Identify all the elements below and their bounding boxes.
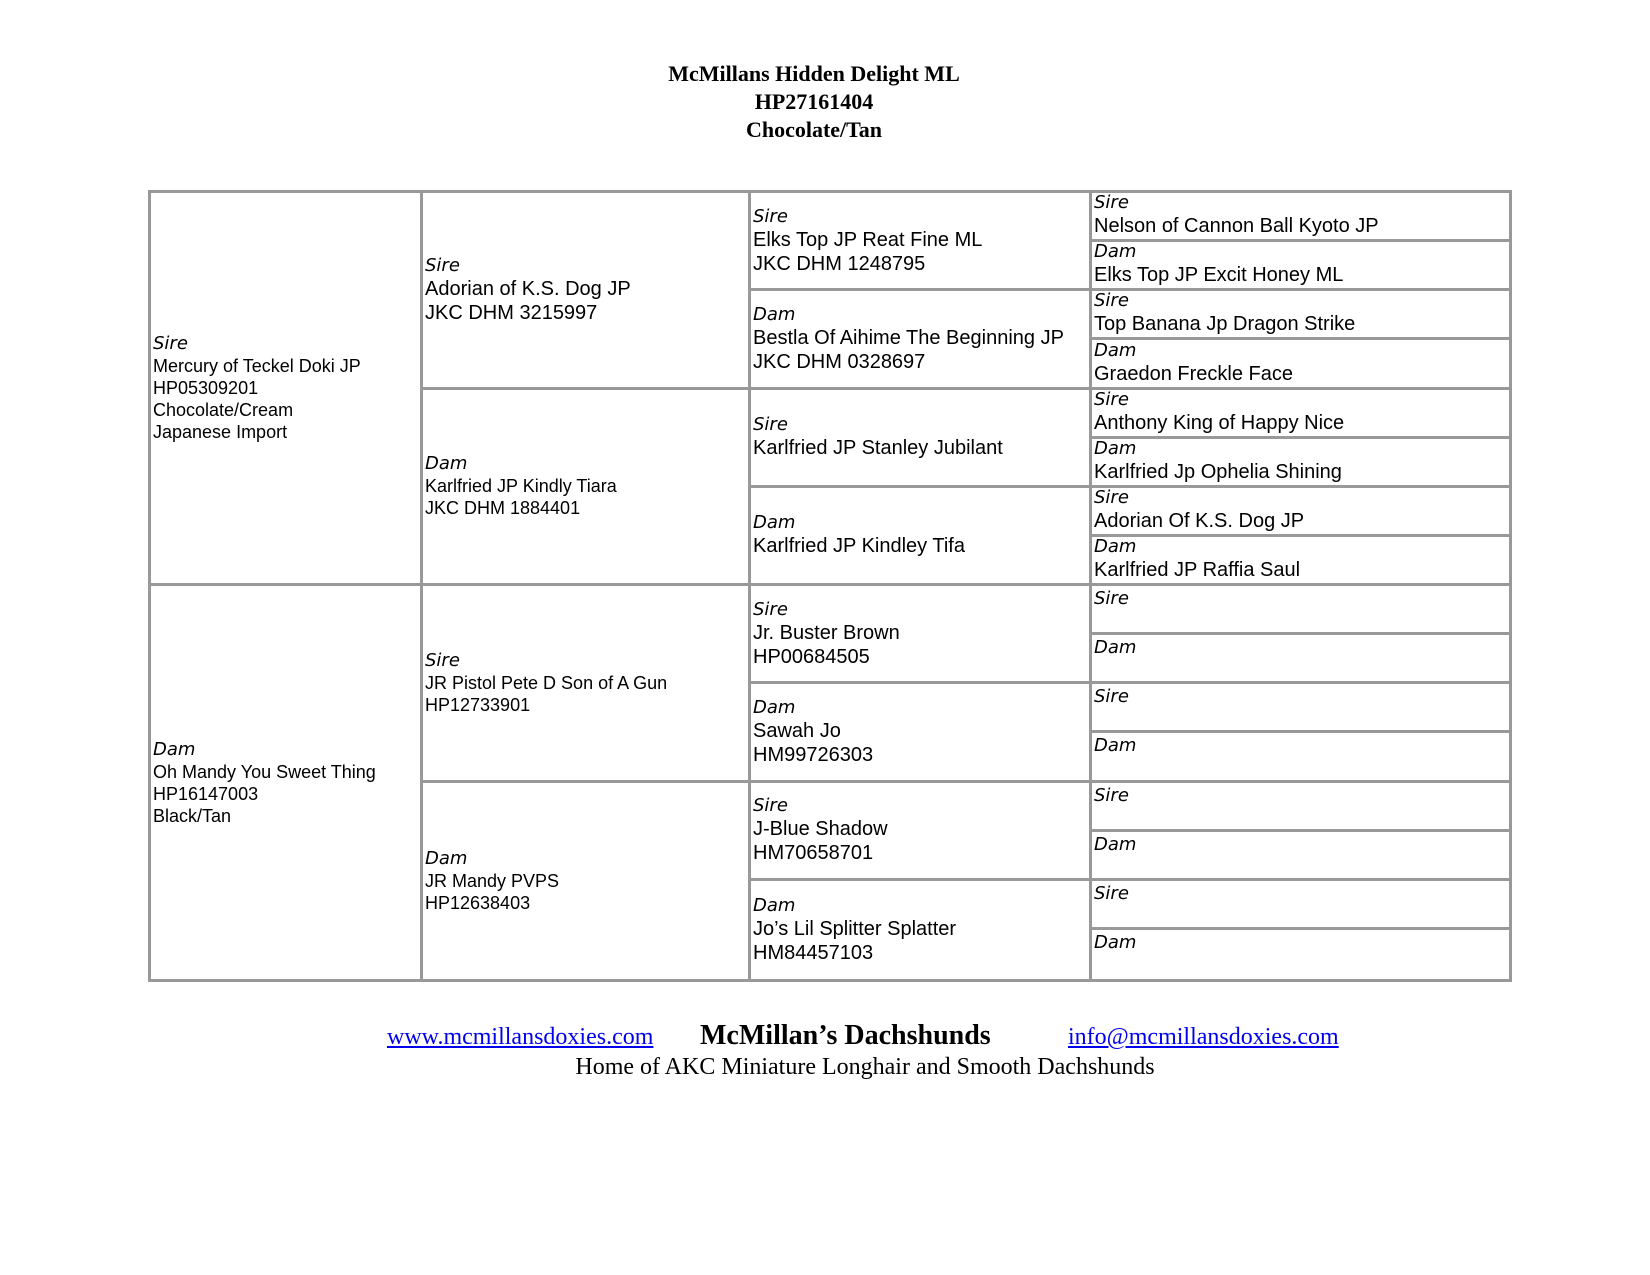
website-link[interactable]: www.mcmillansdoxies.com xyxy=(387,1024,654,1050)
pedigree-cell-gen2-3-sire xyxy=(423,586,751,783)
role-label: Sire xyxy=(753,598,788,620)
role-label: Sire xyxy=(1094,588,1129,609)
role-label: Dam xyxy=(1094,536,1137,557)
dog-registration: HP27161404 xyxy=(754,89,874,114)
dog-detail: HP12638403 xyxy=(425,892,531,913)
role-label: Dam xyxy=(753,512,796,534)
role-label: Dam xyxy=(1094,242,1137,263)
dog-detail: JKC DHM 3215997 xyxy=(425,301,598,324)
dog-detail: Japanese Import xyxy=(153,422,288,442)
dog-name: Karlfried Jp Ophelia Shining xyxy=(1094,460,1342,483)
pedigree-cell-gen3-6-dam xyxy=(751,684,1092,782)
dog-name: Graedon Freckle Face xyxy=(1094,362,1293,385)
pedigree-cell-gen4-6-dam xyxy=(1092,439,1509,488)
dog-name: Elks Top JP Excit Honey ML xyxy=(1094,264,1344,287)
role-label: Dam xyxy=(753,894,796,916)
dog-detail: JKC DHM 0328697 xyxy=(753,350,926,373)
pedigree-cell-gen4-9-sire xyxy=(1092,586,1509,635)
role-label: Sire xyxy=(1094,487,1129,508)
dog-name: JR Mandy PVPS xyxy=(425,870,560,891)
brand-name: McMillan’s Dachshunds xyxy=(700,1020,991,1051)
pedigree-cell-gen3-2-dam xyxy=(751,291,1092,389)
pedigree-cell-gen4-16-dam xyxy=(1092,930,1509,979)
role-label: Sire xyxy=(1094,686,1129,708)
pedigree-cell-gen4-8-dam xyxy=(1092,537,1509,586)
dog-name: Jo’s Lil Splitter Splatter xyxy=(753,917,957,940)
role-label: Dam xyxy=(753,696,796,718)
role-label: Sire xyxy=(1094,193,1129,214)
role-label: Sire xyxy=(753,795,788,817)
dog-detail: HM99726303 xyxy=(753,743,874,766)
dog-color: Chocolate/Tan xyxy=(745,117,883,142)
dog-name: Karlfried JP Raffia Saul xyxy=(1094,559,1301,581)
dog-detail: HP16147003 xyxy=(153,783,259,804)
role-label: Sire xyxy=(153,333,188,354)
role-label: Dam xyxy=(1094,833,1137,855)
pedigree-cell-gen4-11-sire xyxy=(1092,684,1509,733)
role-label: Dam xyxy=(153,738,196,760)
role-label: Sire xyxy=(753,205,788,227)
role-label: Dam xyxy=(425,847,468,869)
role-label: Dam xyxy=(1094,438,1137,459)
email-link[interactable]: info@mcmillansdoxies.com xyxy=(1068,1024,1339,1050)
dog-name: Adorian of K.S. Dog JP xyxy=(425,277,631,300)
dog-name: Anthony King of Happy Nice xyxy=(1094,411,1345,434)
role-label: Sire xyxy=(1094,291,1129,312)
pedigree-cell-gen4-2-dam xyxy=(1092,242,1509,291)
pedigree-cell-gen3-8-dam xyxy=(751,881,1092,979)
pedigree-cell-gen4-3-sire xyxy=(1092,291,1509,340)
pedigree-cell-gen1-2-dam xyxy=(151,586,423,979)
dog-detail: Black/Tan xyxy=(153,805,232,826)
role-label: Dam xyxy=(1094,735,1137,757)
dog-name: Bestla Of Aihime The Beginning JP xyxy=(753,326,1064,349)
pedigree-cell-gen4-12-dam xyxy=(1092,733,1509,782)
dog-detail: JKC DHM 1248795 xyxy=(753,252,926,275)
dog-detail: Chocolate/Cream xyxy=(153,400,294,420)
dog-name: Nelson of Cannon Ball Kyoto JP xyxy=(1094,215,1379,238)
pedigree-cell-gen2-2-dam xyxy=(423,390,751,587)
pedigree-cell-gen3-1-sire xyxy=(751,193,1092,291)
pedigree-cell-gen4-4-dam xyxy=(1092,340,1509,389)
pedigree-cell-gen4-15-sire xyxy=(1092,881,1509,930)
dog-detail: HM84457103 xyxy=(753,941,874,964)
dog-name: Sawah Jo xyxy=(753,719,841,742)
role-label: Sire xyxy=(425,649,460,671)
role-label: Sire xyxy=(425,254,460,276)
role-label: Dam xyxy=(753,303,796,325)
role-label: Sire xyxy=(1094,784,1129,806)
role-label: Dam xyxy=(1094,931,1137,953)
pedigree-cell-gen1-1-sire xyxy=(151,193,423,586)
dog-detail: HP05309201 xyxy=(153,378,259,398)
role-label: Sire xyxy=(1094,389,1129,410)
dog-name: JR Pistol Pete D Son of A Gun xyxy=(425,672,668,693)
role-label: Dam xyxy=(1094,637,1137,659)
pedigree-cell-gen3-5-sire xyxy=(751,586,1092,684)
pedigree-cell-gen3-3-sire xyxy=(751,390,1092,488)
pedigree-cell-gen3-4-dam xyxy=(751,488,1092,586)
dog-name: J-Blue Shadow xyxy=(753,818,888,841)
role-label: Sire xyxy=(1094,882,1129,904)
pedigree-cell-gen3-7-sire xyxy=(751,783,1092,881)
pedigree-cell-gen4-7-sire xyxy=(1092,488,1509,537)
pedigree-cell-gen2-4-dam xyxy=(423,783,751,980)
dog-name: Oh Mandy You Sweet Thing xyxy=(153,761,376,782)
role-label: Dam xyxy=(1094,340,1137,361)
dog-name: Elks Top JP Reat Fine ML xyxy=(753,228,983,251)
pedigree-cell-gen4-14-dam xyxy=(1092,832,1509,881)
dog-name: Jr. Buster Brown xyxy=(753,621,900,644)
role-label: Dam xyxy=(425,453,468,475)
dog-name: McMillans Hidden Delight ML xyxy=(668,61,960,86)
role-label: Sire xyxy=(753,414,788,436)
pedigree-cell-gen2-1-sire xyxy=(423,193,751,390)
dog-name: Karlfried JP Kindley Tifa xyxy=(753,535,965,558)
pedigree-cell-gen4-13-sire xyxy=(1092,783,1509,832)
dog-name: Adorian Of K.S. Dog JP xyxy=(1094,509,1305,532)
pedigree-cell-gen4-1-sire xyxy=(1092,193,1509,242)
dog-detail: JKC DHM 1884401 xyxy=(425,498,581,519)
dog-name: Karlfried JP Stanley Jubilant xyxy=(753,437,1003,460)
tagline: Home of AKC Miniature Longhair and Smooth Dachshunds xyxy=(575,1054,1155,1080)
dog-detail: HP12733901 xyxy=(425,694,531,715)
pedigree-table xyxy=(148,190,1512,982)
pedigree-header xyxy=(0,60,1628,144)
pedigree-cell-gen4-5-sire xyxy=(1092,390,1509,439)
dog-detail: HM70658701 xyxy=(753,842,874,865)
pedigree-cell-gen4-10-dam xyxy=(1092,635,1509,684)
dog-name: Karlfried JP Kindly Tiara xyxy=(425,476,617,497)
dog-name: Top Banana Jp Dragon Strike xyxy=(1094,313,1356,336)
dog-detail: HP00684505 xyxy=(753,645,870,668)
dog-name: Mercury of Teckel Doki JP xyxy=(153,356,361,376)
